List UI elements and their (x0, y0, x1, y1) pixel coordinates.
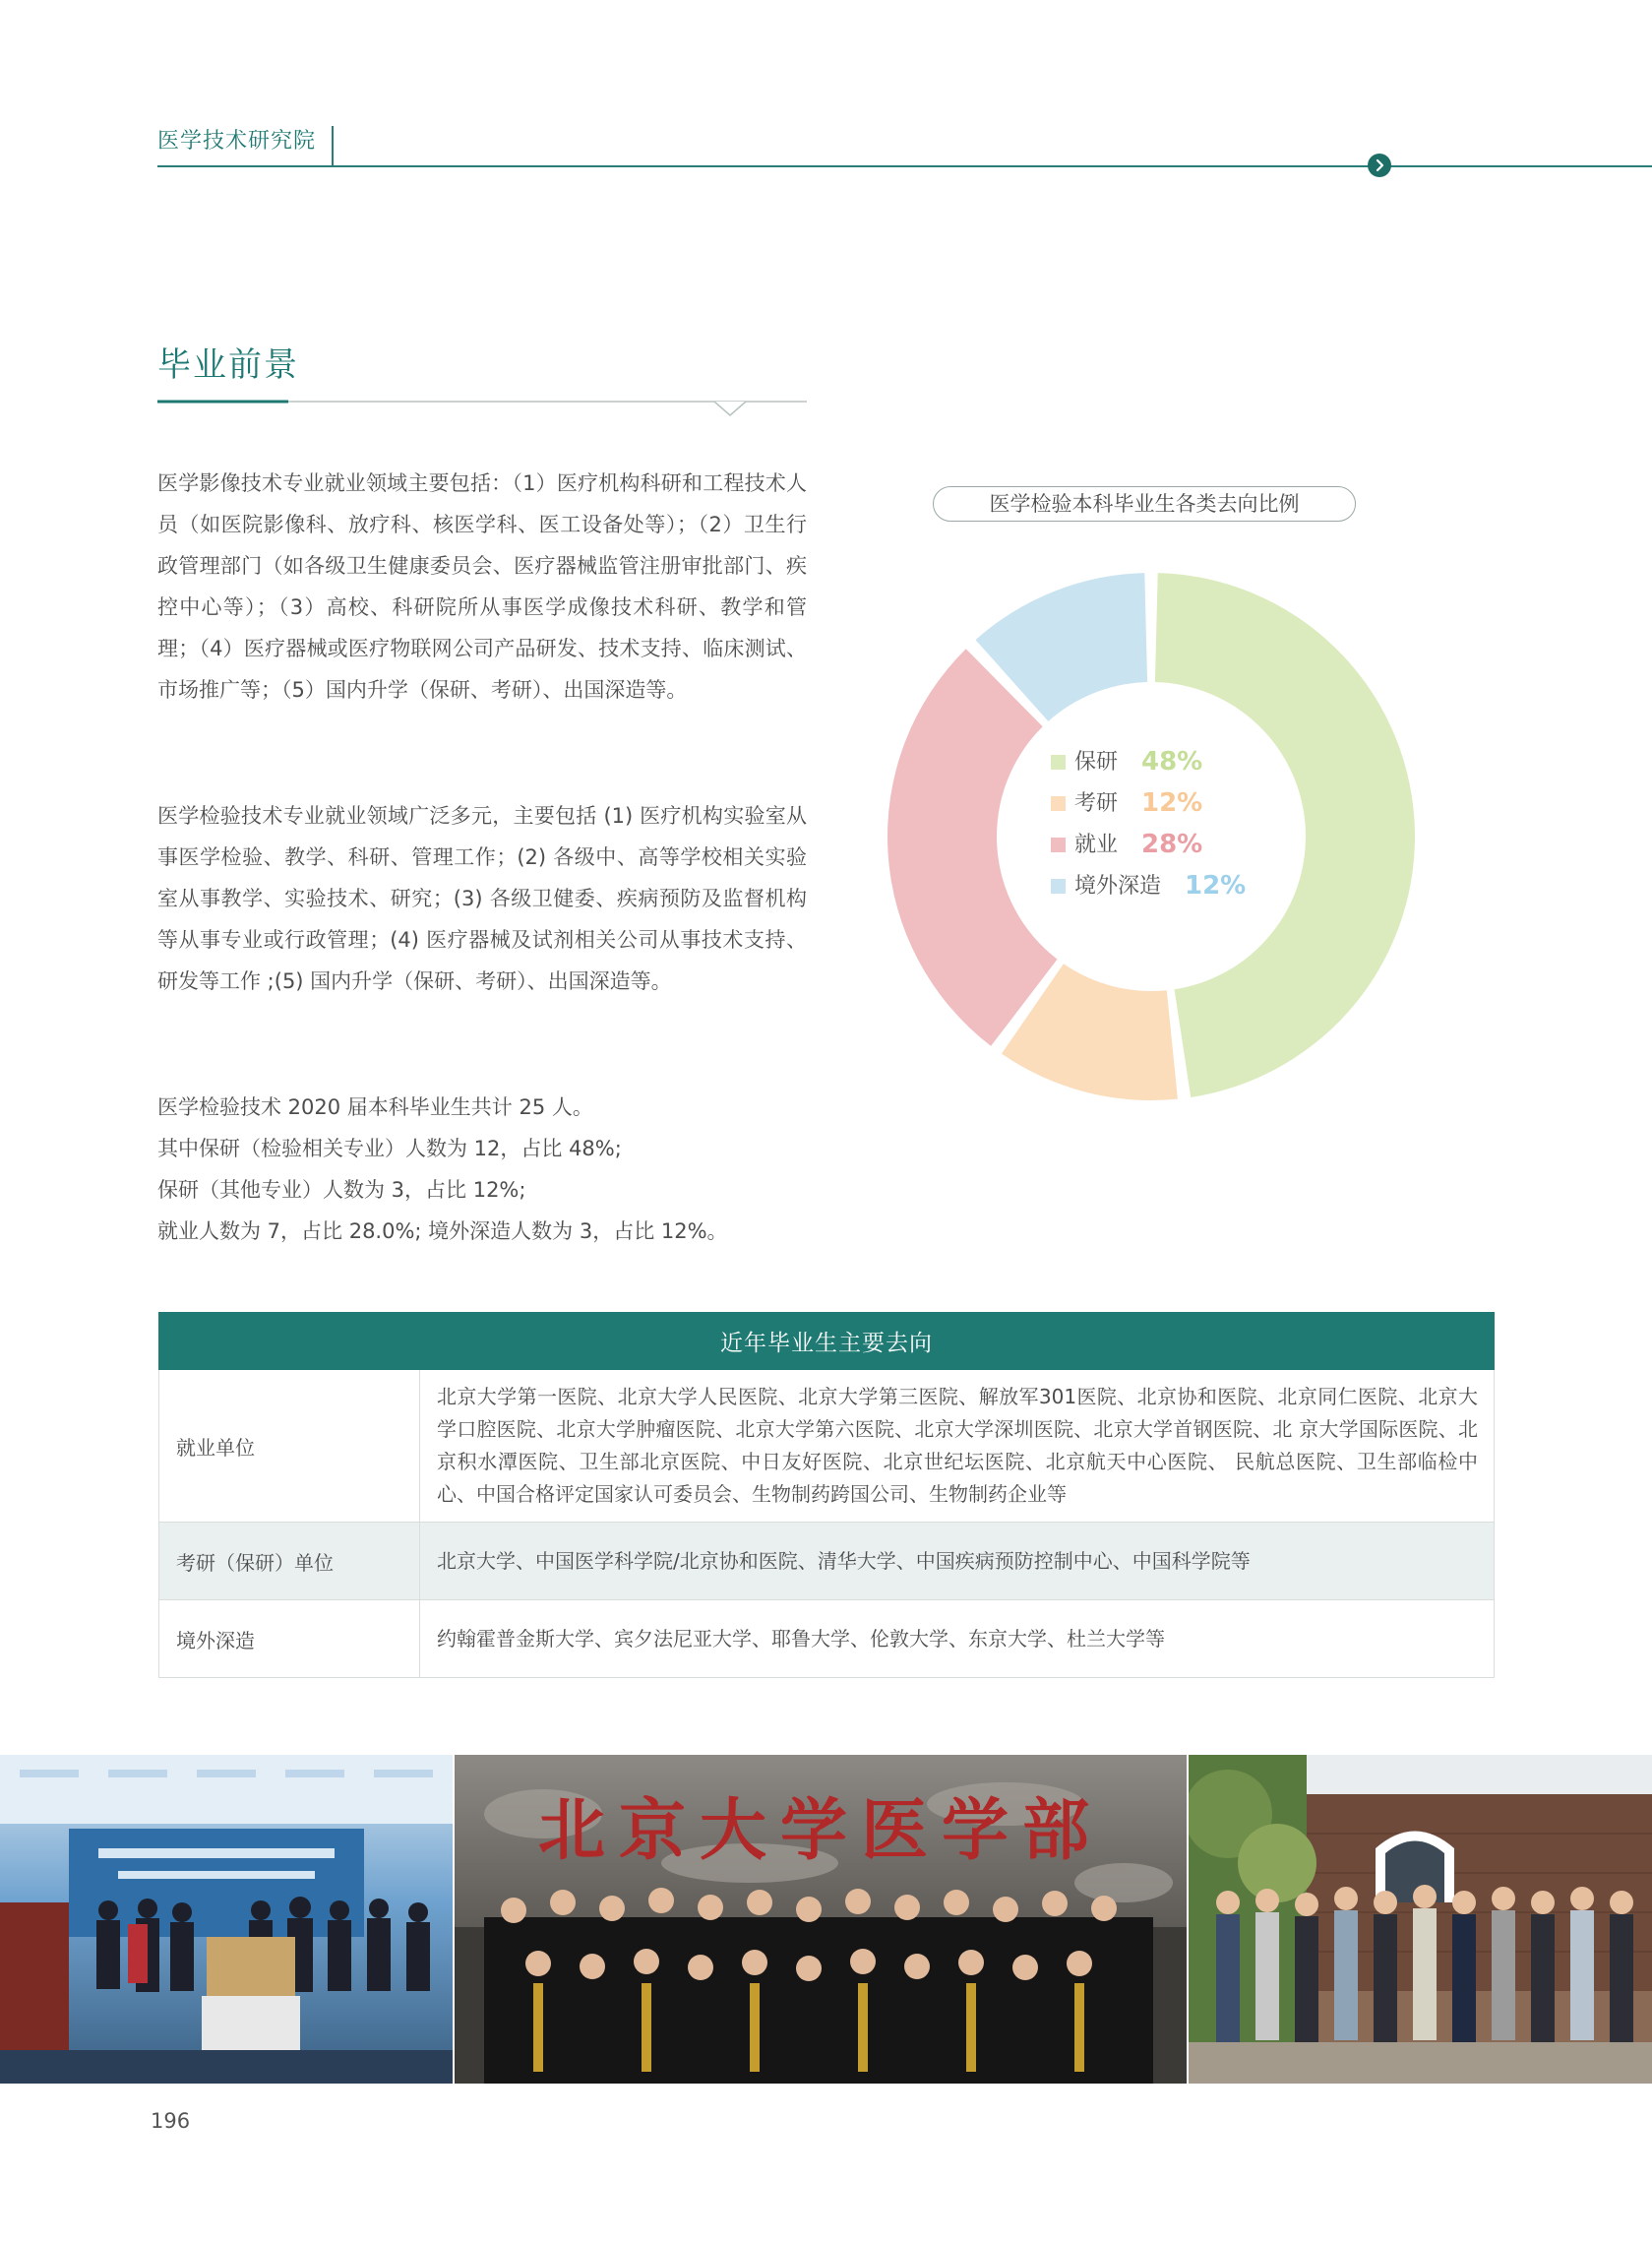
chevron-right-icon (1368, 154, 1391, 177)
stat-line: 保研（其他专业）人数为 3，占比 12%; (157, 1178, 526, 1202)
legend-label: 考研 (1074, 791, 1119, 816)
paragraph-lab-careers: 医学检验技术专业就业领域广泛多元，主要包括 (1) 医疗机构实验室从事医学检验、教学、科研、管理工作；(2) 各级中、高等学校相关实验室从事教学、实验技术、研究；(3) 各级卫健委、疾病预防及监督机构等从事专业或行政管理；(4) 医疗器械及试剂相关公司从事技术支持、研发等工作 ;(5) 国内升学（保研、考研）、出国深造等。 (157, 804, 807, 993)
destinations-table (158, 1312, 1495, 1678)
row-label: 就业单位 (159, 1370, 420, 1523)
legend-value: 28% (1141, 830, 1203, 859)
stat-line: 其中保研（检验相关专业）人数为 12，占比 48%; (157, 1137, 622, 1160)
photo-group-abroad (1189, 1755, 1652, 2084)
stone-inscription: 北京大学医学部 (537, 1791, 1104, 1870)
running-header-title: 医学技术研究院 (157, 129, 317, 154)
page-number: 196 (151, 2109, 191, 2133)
legend-swatch (1051, 796, 1066, 811)
stat-line: 医学检验技术 2020 届本科毕业生共计 25 人。 (157, 1095, 593, 1119)
legend-label: 境外深造 (1074, 874, 1162, 899)
photo-graduates (455, 1755, 1187, 2084)
donut-legend (1051, 747, 1246, 901)
row-label: 境外深造 (159, 1600, 420, 1678)
legend-swatch (1051, 838, 1066, 852)
donut-slice (887, 649, 1058, 1046)
legend-value: 48% (1141, 747, 1203, 777)
photo-ceremony (0, 1755, 453, 2084)
table-row (159, 1523, 1495, 1600)
section-title-underline (157, 392, 807, 421)
legend-label: 就业 (1074, 833, 1119, 857)
row-value: 北京大学第一医院、北京大学人民医院、北京大学第三医院、解放军301医院、北京协和医院、北京同仁医院、北京大学口腔医院、北京大学肿瘤医院、北京大学第六医院、北京大学深圳医院、北京大学首钢医院、北 京大学国际医院、北京积水潭医院、卫生部北京医院、中日友好医院、北京世纪坛医院、北京航天中心医院、 民航总医院、卫生部临检中心、中国合格评定国家认可委员会、生物制药跨国公司、生物制药企业等 (420, 1370, 1495, 1523)
table-title: 近年毕业生主要去向 (159, 1313, 1495, 1370)
donut-chart (866, 551, 1437, 1122)
table-header-row (159, 1313, 1495, 1370)
row-value: 约翰霍普金斯大学、宾夕法尼亚大学、耶鲁大学、伦敦大学、东京大学、杜兰大学等 (420, 1600, 1495, 1678)
legend-value: 12% (1141, 788, 1203, 818)
legend-swatch (1051, 879, 1066, 894)
section-title: 毕业前景 (157, 345, 299, 385)
row-value: 北京大学、中国医学科学院/北京协和医院、清华大学、中国疾病预防控制中心、中国科学院等 (420, 1523, 1495, 1600)
row-label: 考研（保研）单位 (159, 1523, 420, 1600)
paragraph-graduate-stats (157, 1087, 807, 1252)
header-rule (157, 165, 1652, 167)
stat-line: 就业人数为 7，占比 28.0%; 境外深造人数为 3，占比 12%。 (157, 1219, 728, 1243)
header-divider (332, 126, 334, 165)
chart-title: 医学检验本科毕业生各类去向比例 (933, 486, 1356, 522)
legend-label: 保研 (1074, 750, 1119, 775)
legend-swatch (1051, 755, 1066, 770)
table-row (159, 1370, 1495, 1523)
table-row (159, 1600, 1495, 1678)
legend-value: 12% (1185, 871, 1247, 901)
paragraph-imaging-careers: 医学影像技术专业就业领域主要包括：（1）医疗机构科研和工程技术人员（如医院影像科、放疗科、核医学科、医工设备处等）；（2）卫生行政管理部门（如各级卫生健康委员会、医疗器械监管注册审批部门、疾控中心等）；（3）高校、科研院所从事医学成像技术科研、教学和管理；（4）医疗器械或医疗物联网公司产品研发、技术支持、临床测试、市场推广等；（5）国内升学（保研、考研）、出国深造等。 (157, 471, 807, 702)
